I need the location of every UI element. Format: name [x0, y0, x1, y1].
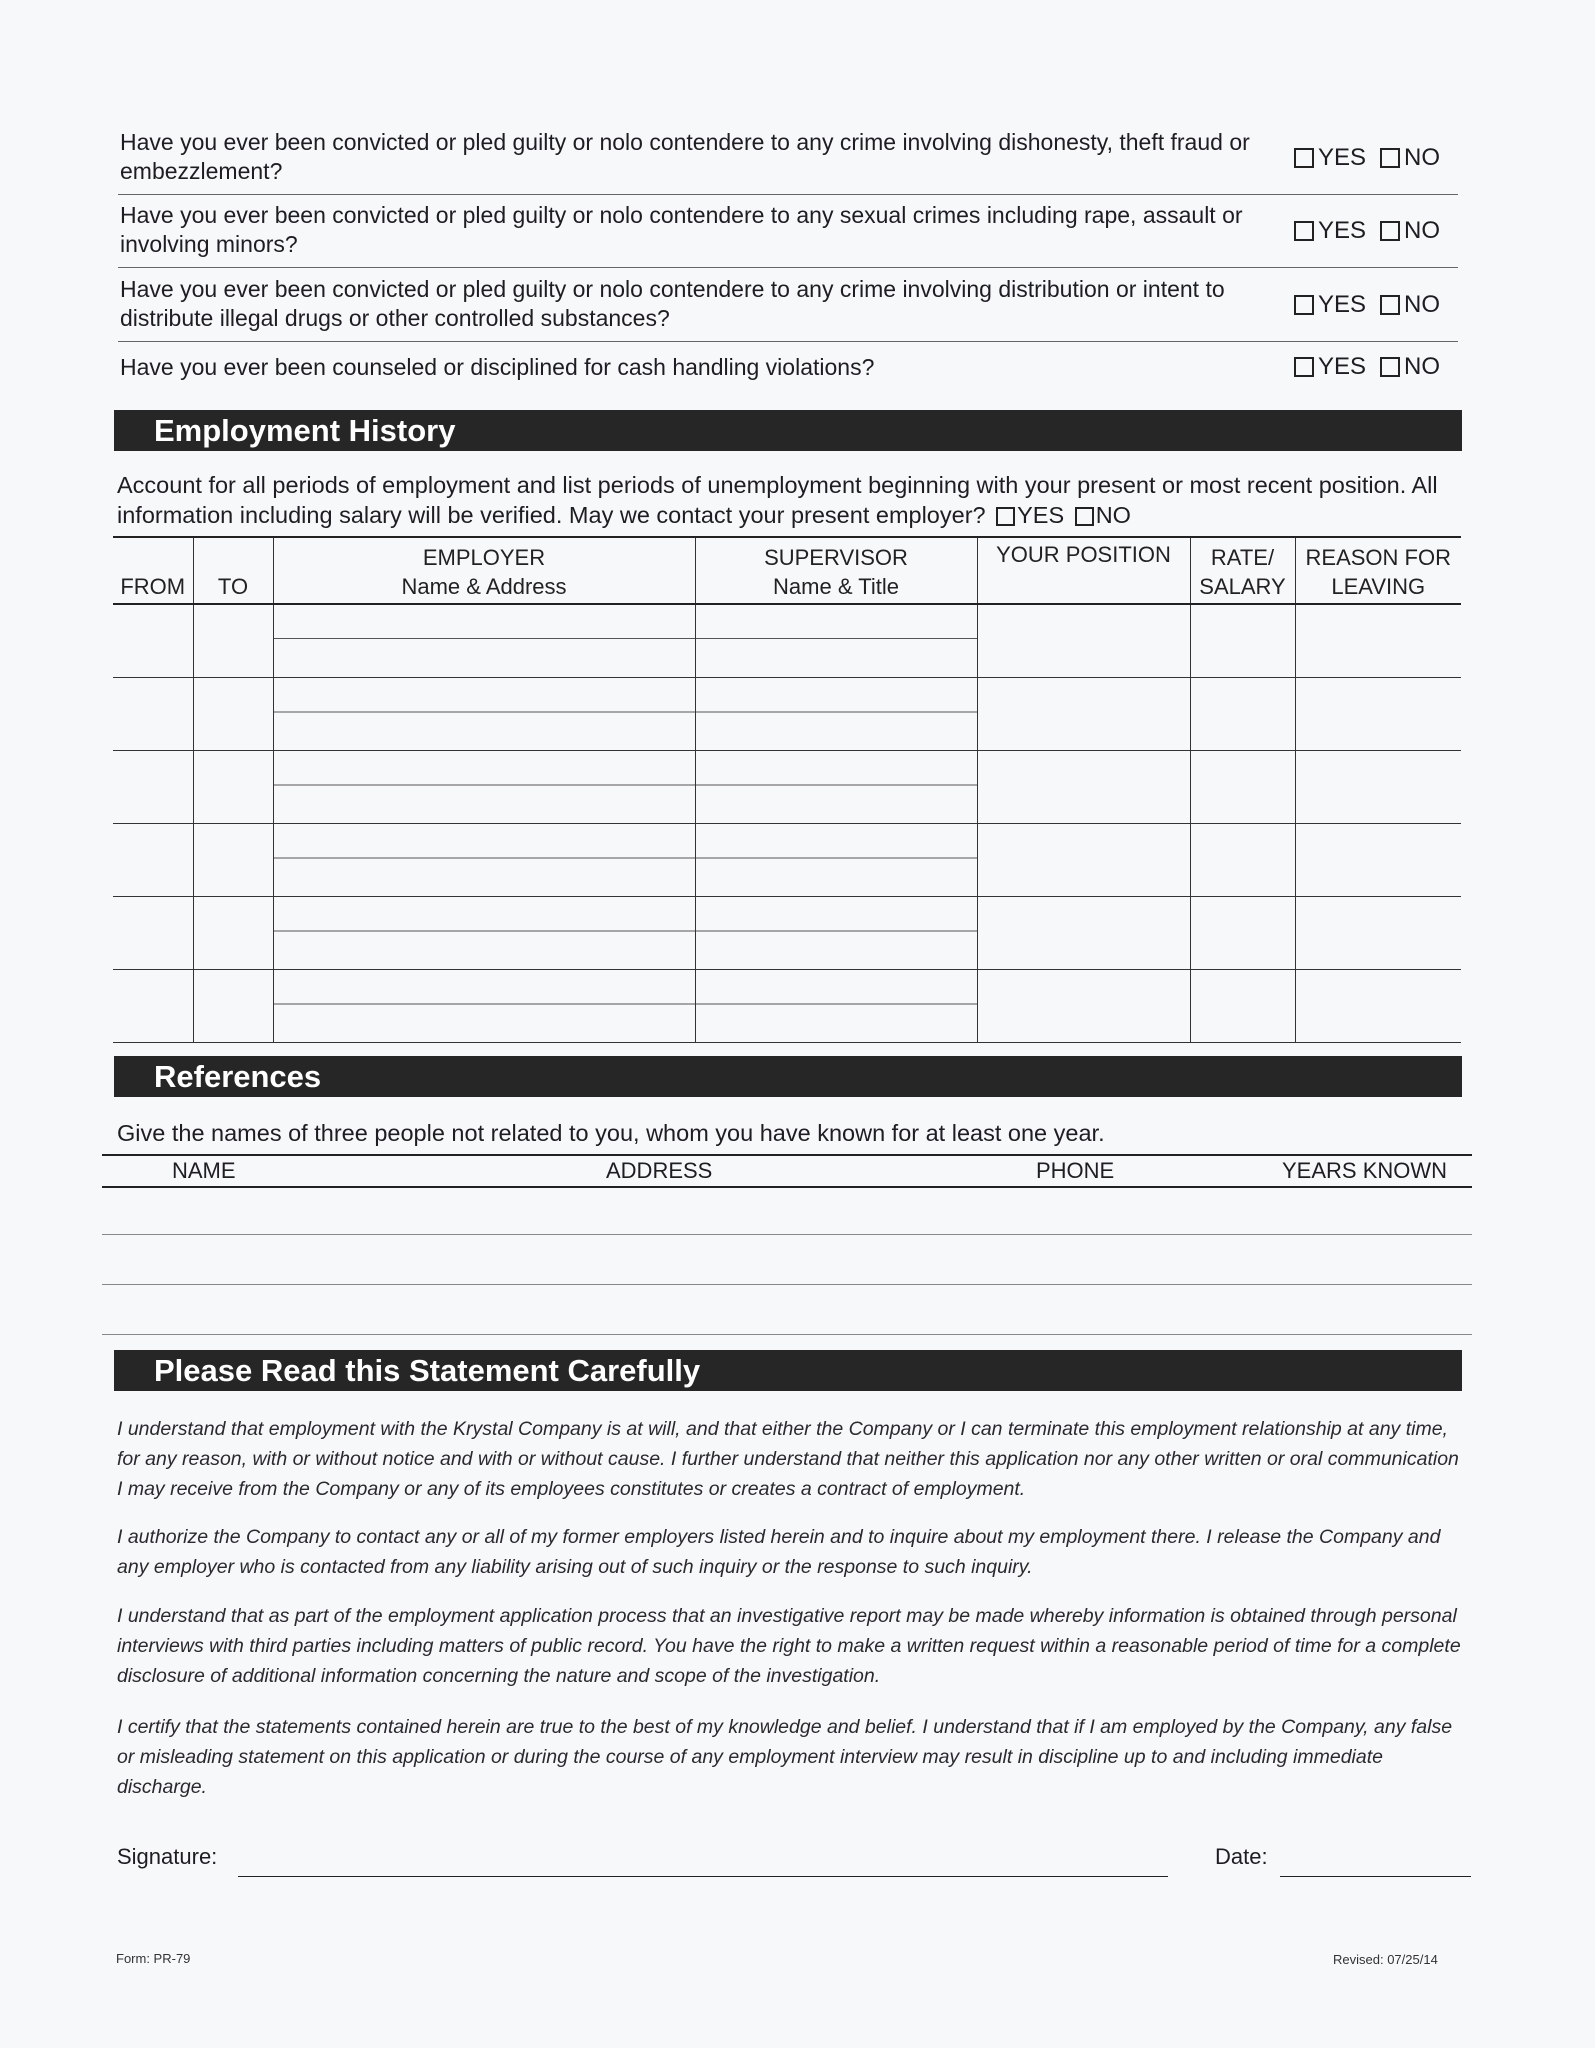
to-cell[interactable]: [193, 970, 273, 1043]
checkbox-icon[interactable]: [1380, 221, 1400, 241]
checkbox-icon[interactable]: [1380, 357, 1400, 377]
ref-col-phone: PHONE: [1036, 1158, 1115, 1183]
rate-cell[interactable]: [1190, 678, 1295, 751]
supervisor-cell[interactable]: [695, 604, 977, 678]
supervisor-cell[interactable]: [695, 970, 977, 1043]
reason-cell[interactable]: [1295, 824, 1461, 897]
col-to: TO: [193, 537, 273, 604]
question-1-options: [1294, 144, 1440, 172]
ref-col-name: NAME: [172, 1158, 236, 1183]
statement-paragraph-4: I certify that the statements contained herein are true to the best of my knowledge and belief. I understand that if I am employed by the Company, any false or misleading statement on this application or during the course of any employment interview may result in discipline up to and including immediate discharge.: [117, 1716, 1453, 1798]
employment-row: [113, 751, 1461, 824]
position-cell[interactable]: [977, 824, 1190, 897]
form-number: Form: PR-79: [116, 1951, 191, 1966]
statement-paragraph-1: I understand that employment with the Krystal Company is at will, and that either the Company or I can terminate this employment relationship at any time, for any reason, with or without notice and with or without cause. I further understand that neither this application nor any other written or oral communication I may receive from the Company or any of its employees constitutes or creates a contract of employment.: [117, 1418, 1459, 1500]
employer-cell[interactable]: [273, 970, 695, 1043]
checkbox-icon[interactable]: [1294, 357, 1314, 377]
employer-cell[interactable]: [273, 751, 695, 824]
question-4-no-option[interactable]: NO: [1380, 353, 1440, 381]
from-cell[interactable]: [113, 897, 193, 970]
employment-header-row: [113, 537, 1461, 604]
checkbox-icon[interactable]: [1380, 148, 1400, 168]
checkbox-icon[interactable]: [1294, 221, 1314, 241]
checkbox-icon[interactable]: [1294, 148, 1314, 168]
question-1-no-option[interactable]: NO: [1380, 144, 1440, 172]
position-cell[interactable]: [977, 678, 1190, 751]
to-cell[interactable]: [193, 751, 273, 824]
employment-row: [113, 678, 1461, 751]
question-4-options: [1294, 353, 1440, 381]
question-4-yes-option[interactable]: YES: [1294, 353, 1366, 381]
position-cell[interactable]: [977, 604, 1190, 678]
rate-cell[interactable]: [1190, 824, 1295, 897]
question-2-text: Have you ever been convicted or pled guilty or nolo contendere to any sexual crimes including rape, assault or involving minors?: [120, 202, 1243, 257]
employer-cell[interactable]: [273, 678, 695, 751]
contact-no-option[interactable]: NO: [1071, 502, 1131, 528]
col-reason-leaving: REASON FOR LEAVING: [1295, 537, 1461, 604]
reason-cell[interactable]: [1295, 751, 1461, 824]
rate-cell[interactable]: [1190, 604, 1295, 678]
reason-cell[interactable]: [1295, 897, 1461, 970]
reason-cell[interactable]: [1295, 604, 1461, 678]
statement-paragraph-2: I authorize the Company to contact any or all of my former employers listed herein and to inquire about my employment there. I release the Company and any employer who is contacted from any liability arising out of such inquiry or the response to such inquiry.: [117, 1526, 1441, 1578]
ref-col-address: ADDRESS: [606, 1158, 713, 1183]
reference-line-2[interactable]: [102, 1284, 1472, 1285]
question-2-options: [1294, 217, 1440, 245]
question-2-no-option[interactable]: NO: [1380, 217, 1440, 245]
question-3-options: [1294, 291, 1440, 319]
question-3-yes-option[interactable]: YES: [1294, 291, 1366, 319]
employment-row: [113, 824, 1461, 897]
reference-line-3[interactable]: [102, 1334, 1472, 1335]
supervisor-cell[interactable]: [695, 751, 977, 824]
position-cell[interactable]: [977, 970, 1190, 1043]
question-1: [118, 128, 1458, 194]
reason-cell[interactable]: [1295, 970, 1461, 1043]
from-cell[interactable]: [113, 604, 193, 678]
question-2: [118, 201, 1458, 267]
references-header: References: [114, 1056, 1462, 1097]
checkbox-icon[interactable]: [996, 507, 1015, 526]
supervisor-cell[interactable]: [695, 824, 977, 897]
employment-row: [113, 970, 1461, 1043]
divider: [118, 194, 1458, 195]
from-cell[interactable]: [113, 970, 193, 1043]
date-label: Date:: [1215, 1844, 1268, 1869]
col-from: FROM: [120, 574, 186, 599]
question-2-yes-option[interactable]: YES: [1294, 217, 1366, 245]
checkbox-icon[interactable]: [1075, 507, 1094, 526]
question-3-text: Have you ever been convicted or pled guilty or nolo contendere to any crime involving distribution or intent to distribute illegal drugs or other controlled substances?: [120, 276, 1225, 331]
employment-history-header: Employment History: [114, 410, 1462, 451]
question-3: [118, 275, 1458, 341]
employment-row: [113, 604, 1461, 678]
employer-cell[interactable]: [273, 824, 695, 897]
to-cell[interactable]: [193, 678, 273, 751]
references-header-row: [102, 1154, 1472, 1188]
col-supervisor: SUPERVISOR Name & Title: [695, 537, 977, 604]
reference-line-1[interactable]: [102, 1234, 1472, 1235]
position-cell[interactable]: [977, 751, 1190, 824]
divider: [118, 267, 1458, 268]
references-intro: Give the names of three people not related to you, whom you have known for at least one year.: [117, 1120, 1105, 1146]
rate-cell[interactable]: [1190, 751, 1295, 824]
ref-col-years-known: YEARS KNOWN: [1282, 1158, 1448, 1183]
employment-row: [113, 897, 1461, 970]
position-cell[interactable]: [977, 897, 1190, 970]
revised-date: Revised: 07/25/14: [1333, 1952, 1438, 1967]
to-cell[interactable]: [193, 604, 273, 678]
question-4: [118, 353, 1458, 389]
date-field[interactable]: [1280, 1876, 1471, 1877]
question-1-text: Have you ever been convicted or pled guilty or nolo contendere to any crime involving dishonesty, theft fraud or embezzlement?: [120, 129, 1250, 184]
supervisor-cell[interactable]: [695, 897, 977, 970]
statement-header: Please Read this Statement Carefully: [114, 1350, 1462, 1391]
checkbox-icon[interactable]: [1294, 295, 1314, 315]
from-cell[interactable]: [113, 824, 193, 897]
signature-field[interactable]: [238, 1876, 1168, 1877]
signature-label: Signature:: [117, 1844, 218, 1869]
to-cell[interactable]: [193, 897, 273, 970]
reason-cell[interactable]: [1295, 678, 1461, 751]
supervisor-cell[interactable]: [695, 678, 977, 751]
employer-cell[interactable]: [273, 897, 695, 970]
rate-cell[interactable]: [1190, 897, 1295, 970]
employer-cell[interactable]: [273, 604, 695, 678]
from-cell[interactable]: [113, 751, 193, 824]
col-employer: EMPLOYER Name & Address: [273, 537, 695, 604]
statement-paragraph-3: I understand that as part of the employment application process that an investigative report may be made whereby information is obtained through personal interviews with third parties including matters of public record. You have the right to make a written request within a reasonable period of time for a complete disclosure of additional information concerning the nature and scope of the investigation.: [117, 1605, 1461, 1687]
rate-cell[interactable]: [1190, 970, 1295, 1043]
divider: [118, 341, 1458, 342]
checkbox-icon[interactable]: [1380, 295, 1400, 315]
col-rate-salary: RATE/ SALARY: [1190, 537, 1295, 604]
employment-table: [113, 536, 1461, 1043]
contact-yes-option[interactable]: YES: [992, 502, 1064, 528]
col-position: YOUR POSITION: [977, 537, 1190, 604]
question-1-yes-option[interactable]: YES: [1294, 144, 1366, 172]
to-cell[interactable]: [193, 824, 273, 897]
question-4-text: Have you ever been counseled or disciplined for cash handling violations?: [120, 354, 875, 380]
question-3-no-option[interactable]: NO: [1380, 291, 1440, 319]
from-cell[interactable]: [113, 678, 193, 751]
employment-intro: Account for all periods of employment and list periods of unemployment beginning with your present or most recent position. All information including salary will be verified. May we contact your present employer? YES NO: [117, 472, 1438, 528]
